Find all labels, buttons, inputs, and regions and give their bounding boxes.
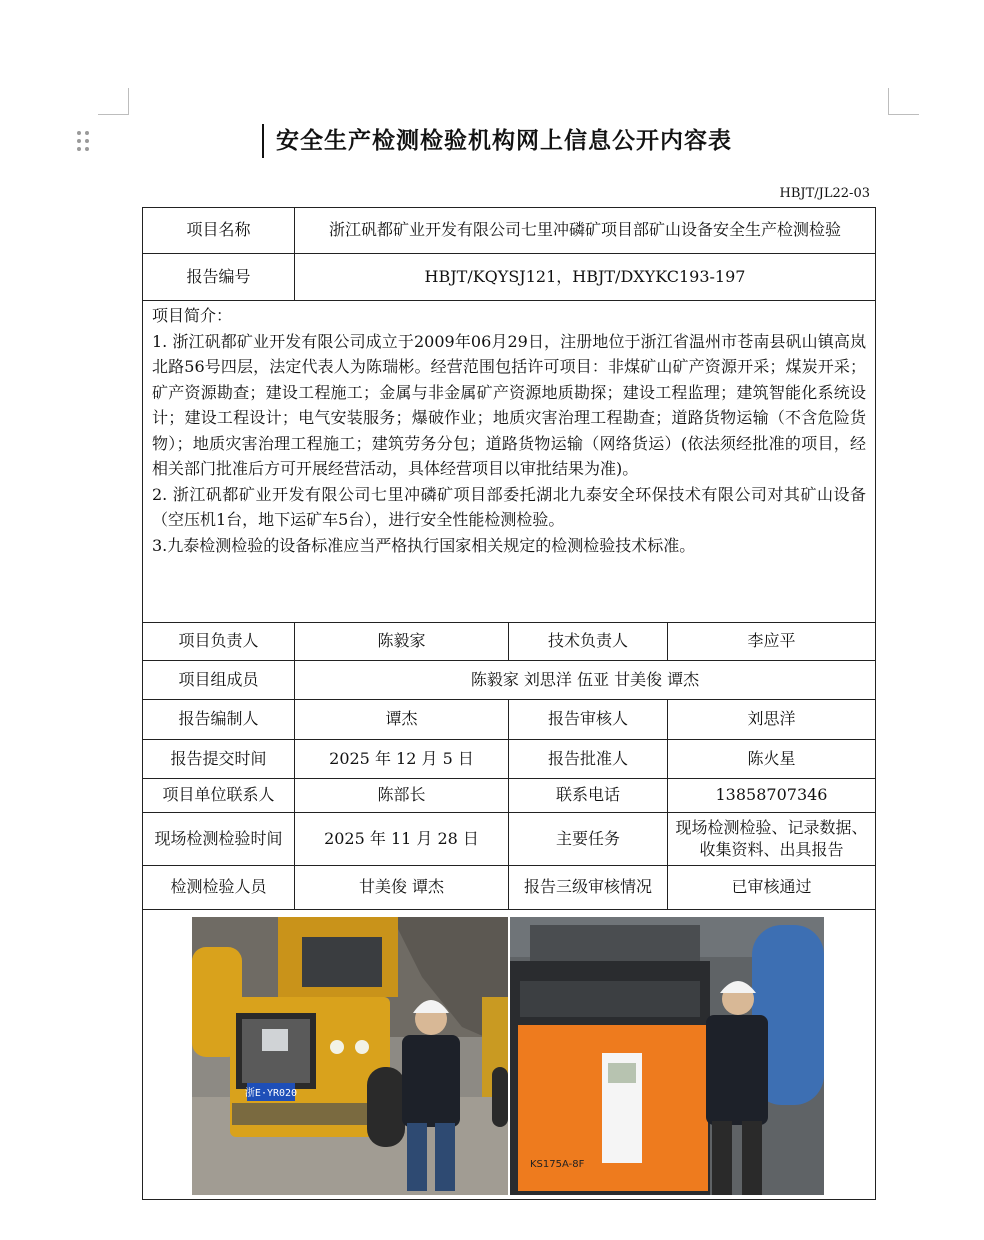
project-name-label: 项目名称	[143, 208, 295, 254]
site-photo-truck	[192, 917, 508, 1195]
author-label: 报告编制人	[143, 700, 295, 740]
intro-heading: 项目简介：	[152, 306, 233, 325]
contact-label: 项目单位联系人	[143, 779, 295, 813]
info-table	[142, 207, 876, 1200]
plate-text: 浙E·YR020	[244, 1087, 298, 1099]
site-time-label: 现场检测检验时间	[143, 813, 295, 866]
document-code: HBJT/JL22-03	[779, 186, 870, 201]
tech-label: 技术负责人	[509, 623, 668, 661]
report-no-label: 报告编号	[143, 254, 295, 301]
task-value: 现场检测检验、记录数据、收集资料、出具报告	[668, 813, 876, 866]
review3-label: 报告三级审核情况	[509, 866, 668, 910]
crop-mark-top-left	[98, 88, 129, 115]
inspectors-value: 甘美俊 谭杰	[295, 866, 509, 910]
project-name-value: 浙江矾都矿业开发有限公司七里冲磷矿项目部矿山设备安全生产检测检验	[295, 208, 876, 254]
leader-label: 项目负责人	[143, 623, 295, 661]
task-label: 主要任务	[509, 813, 668, 866]
page-title: 安全生产检测检验机构网上信息公开内容表	[276, 127, 732, 154]
intro-paragraph-1: 1. 浙江矾都矿业开发有限公司成立于2009年06月29日，注册地位于浙江省温州市苍南县矾山镇高岚北路56号四层，法定代表人为陈瑞彬。经营范围包括许可项目：非煤矿山矿产资源开采；煤炭开采；矿产资源勘查；建设工程施工；金属与非金属矿产资源地质勘探；建设工程监理；建筑智能化系统设计；建设工程设计；电气安装服务；爆破作业；地质灾害治理工程勘查；道路货物运输（不含危险货物）；地质灾害治理工程施工；建筑劳务分包；道路货物运输（网络货运）(依法须经批准的项目，经相关部门批准后方可开展经营活动，具体经营项目以审批结果为准)。	[152, 331, 866, 478]
site-time-value: 2025 年 11 月 28 日	[295, 813, 509, 866]
project-intro	[143, 301, 876, 623]
reviewer-label: 报告审核人	[509, 700, 668, 740]
submit-time-value: 2025 年 12 月 5 日	[295, 740, 509, 779]
review3-value: 已审核通过	[668, 866, 876, 910]
phone-value: 13858707346	[668, 779, 876, 813]
inspectors-label: 检测检验人员	[143, 866, 295, 910]
photo-cell	[143, 910, 876, 1200]
members-label: 项目组成员	[143, 661, 295, 700]
phone-label: 联系电话	[509, 779, 668, 813]
author-value: 谭杰	[295, 700, 509, 740]
submit-time-label: 报告提交时间	[143, 740, 295, 779]
model-label: KS175A-8F	[530, 1158, 585, 1170]
crop-mark-top-right	[888, 88, 919, 115]
approver-value: 陈火星	[668, 740, 876, 779]
approver-label: 报告批准人	[509, 740, 668, 779]
reviewer-value: 刘思洋	[668, 700, 876, 740]
report-no-value: HBJT/KQYSJ121，HBJT/DXYKC193-197	[295, 254, 876, 301]
drag-handle-icon[interactable]	[77, 131, 91, 151]
members-value: 陈毅家 刘思洋 伍亚 甘美俊 谭杰	[295, 661, 876, 700]
intro-paragraph-2: 2. 浙江矾都矿业开发有限公司七里冲磷矿项目部委托湖北九泰安全环保技术有限公司对其矿山设备（空压机1台，地下运矿车5台），进行安全性能检测检验。	[152, 484, 866, 529]
contact-value: 陈部长	[295, 779, 509, 813]
site-photo-compressor	[510, 917, 824, 1195]
leader-value: 陈毅家	[295, 623, 509, 661]
intro-paragraph-3: 3.九泰检测检验的设备标准应当严格执行国家相关规定的检测检验技术标准。	[152, 535, 696, 555]
tech-value: 李应平	[668, 623, 876, 661]
text-cursor	[262, 124, 264, 158]
